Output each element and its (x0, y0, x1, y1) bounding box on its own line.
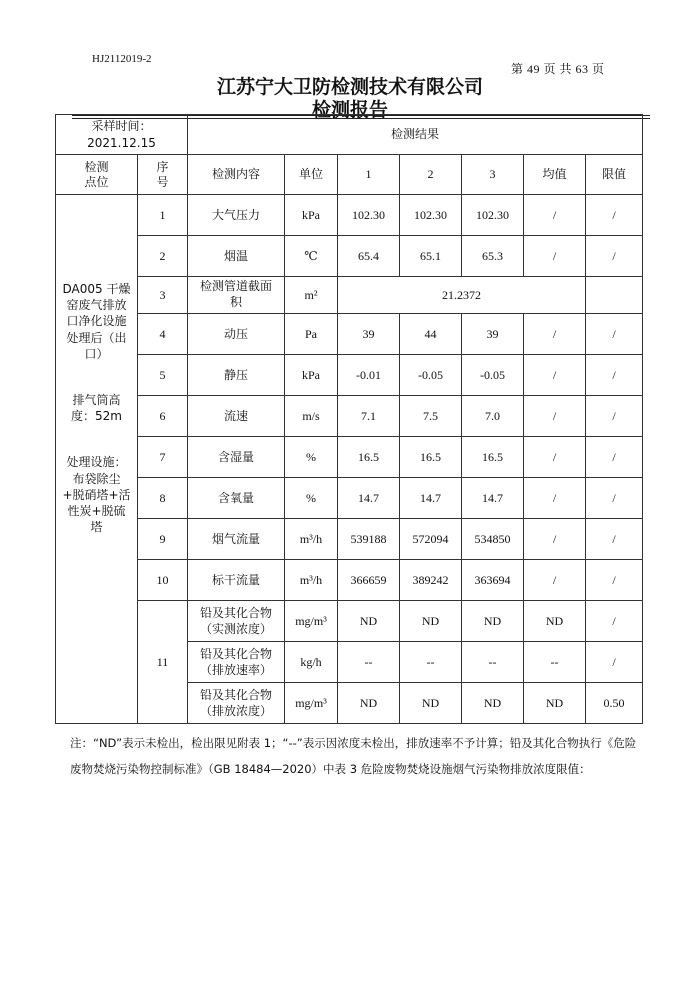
col-header-1: 1 (338, 155, 400, 195)
row-item: 含氧量 (188, 478, 285, 519)
row-item: 标干流量 (188, 560, 285, 601)
row-item: 含湿量 (188, 437, 285, 478)
row-v3: 65.3 (462, 236, 524, 277)
row-limit: / (586, 437, 643, 478)
row-limit: / (586, 601, 643, 642)
row-v3: ND (462, 683, 524, 724)
row-unit: kg/h (285, 642, 338, 683)
row-v2: -0.05 (400, 355, 462, 396)
table-row (56, 519, 643, 560)
row-item: 静压 (188, 355, 285, 396)
row-item-line: 铅及其化合物 (199, 605, 272, 620)
row-no: 6 (138, 396, 188, 437)
point-name: DA005 干燥窑废气排放口净化设施处理后（出口） (62, 282, 131, 361)
row-limit (586, 277, 643, 314)
row-v3: 534850 (462, 519, 524, 560)
row-v2: -- (400, 642, 462, 683)
row-v2: 572094 (400, 519, 462, 560)
row-v1: -0.01 (338, 355, 400, 396)
header-row-1 (56, 115, 643, 155)
row-v3: ND (462, 601, 524, 642)
row-unit: ℃ (285, 236, 338, 277)
row-item (188, 601, 285, 642)
row-v3: 16.5 (462, 437, 524, 478)
row-item-line: （排放浓度） (199, 704, 272, 718)
col-header-item: 检测内容 (188, 155, 285, 195)
col-no-text: 序号 (156, 159, 169, 189)
row-unit: kPa (285, 195, 338, 236)
row-item: 流速 (188, 396, 285, 437)
row-unit: % (285, 437, 338, 478)
table-row (56, 601, 643, 642)
row-v2: 7.5 (400, 396, 462, 437)
row-avg: -- (524, 642, 586, 683)
row-v1: 102.30 (338, 195, 400, 236)
row-v3: 7.0 (462, 396, 524, 437)
row-unit: % (285, 478, 338, 519)
row-limit: / (586, 195, 643, 236)
row-merged-value: 21.2372 (338, 277, 586, 314)
row-v1: 16.5 (338, 437, 400, 478)
row-v1: 39 (338, 314, 400, 355)
row-avg: / (524, 519, 586, 560)
row-item: 烟温 (188, 236, 285, 277)
row-no: 2 (138, 236, 188, 277)
row-v2: 102.30 (400, 195, 462, 236)
row-item (188, 683, 285, 724)
col-header-limit: 限值 (586, 155, 643, 195)
table-row (56, 195, 643, 236)
row-item (188, 277, 285, 314)
row-no: 1 (138, 195, 188, 236)
results-label: 检测结果 (188, 115, 643, 155)
table-row (56, 396, 643, 437)
row-unit: mg/m³ (285, 601, 338, 642)
row-avg: / (524, 355, 586, 396)
row-limit: / (586, 236, 643, 277)
row-item-line: （实测浓度） (199, 622, 272, 636)
row-v1: 366659 (338, 560, 400, 601)
row-item (188, 642, 285, 683)
row-v2: 389242 (400, 560, 462, 601)
col-header-unit: 单位 (285, 155, 338, 195)
sample-time-label: 采样时间： (91, 119, 152, 134)
sample-date: 2021.12.15 (87, 135, 156, 150)
page-number: 第 49 页 共 63 页 (511, 62, 605, 76)
row-v1: ND (338, 683, 400, 724)
row-no: 10 (138, 560, 188, 601)
row-v3: 39 (462, 314, 524, 355)
row-item-text: 检测管道截面积 (199, 279, 272, 309)
row-limit: / (586, 314, 643, 355)
row-v2: 14.7 (400, 478, 462, 519)
row-v1: -- (338, 642, 400, 683)
report-title: 检测报告 (311, 99, 388, 121)
row-no: 8 (138, 478, 188, 519)
table-row (56, 560, 643, 601)
col-header-3: 3 (462, 155, 524, 195)
facility-desc: 处理设施：布袋除尘+脱硝塔+活性炭+脱硫塔 (62, 455, 131, 535)
row-no: 5 (138, 355, 188, 396)
col-point-text: 检测点位 (84, 159, 109, 189)
row-limit: / (586, 478, 643, 519)
row-avg: / (524, 437, 586, 478)
row-limit: / (586, 355, 643, 396)
row-v1: 539188 (338, 519, 400, 560)
col-header-avg: 均值 (524, 155, 586, 195)
row-no: 3 (138, 277, 188, 314)
row-unit: m² (285, 277, 338, 314)
row-v1: 14.7 (338, 478, 400, 519)
row-v3: -0.05 (462, 355, 524, 396)
row-avg: ND (524, 601, 586, 642)
company-name: 江苏宁大卫防检测技术有限公司 (216, 76, 483, 98)
row-limit: 0.50 (586, 683, 643, 724)
row-unit: m³/h (285, 560, 338, 601)
stack-height: 排气筒高度：52m (71, 392, 122, 424)
row-v2: ND (400, 601, 462, 642)
row-v2: 65.1 (400, 236, 462, 277)
row-v3: 14.7 (462, 478, 524, 519)
row-avg: / (524, 314, 586, 355)
results-table (55, 114, 643, 724)
row-item: 大气压力 (188, 195, 285, 236)
row-limit: / (586, 642, 643, 683)
row-limit: / (586, 396, 643, 437)
row-v1: 65.4 (338, 236, 400, 277)
row-item: 动压 (188, 314, 285, 355)
row-v2: 16.5 (400, 437, 462, 478)
row-item: 烟气流量 (188, 519, 285, 560)
row-v2: 44 (400, 314, 462, 355)
row-v3: 363694 (462, 560, 524, 601)
row-avg: / (524, 478, 586, 519)
table-row (56, 437, 643, 478)
row-avg: / (524, 396, 586, 437)
row-v1: 7.1 (338, 396, 400, 437)
row-unit: kPa (285, 355, 338, 396)
footnote: 注：“ND”表示未检出，检出限见附表 1；“--”表示因浓度未检出，排放速率不予计算；铅及其化合物执行《危险废物焚烧污染物控制标准》（GB 18484—2020）中表 3 危险废物焚烧设施烟气污染物排放浓度限值： (70, 736, 637, 776)
row-v2: ND (400, 683, 462, 724)
row-avg: / (524, 195, 586, 236)
sample-time-cell (56, 115, 188, 155)
row-limit: / (586, 560, 643, 601)
row-avg: / (524, 560, 586, 601)
row-item-line: 铅及其化合物 (199, 687, 272, 702)
row-item-line: 铅及其化合物 (199, 646, 272, 661)
table-row (56, 355, 643, 396)
row-item-line: （排放速率） (199, 663, 272, 677)
row-v3: 102.30 (462, 195, 524, 236)
point-description-cell (56, 195, 138, 724)
col-header-point (56, 155, 138, 195)
row-avg: ND (524, 683, 586, 724)
document-code: HJ2112019-2 (92, 53, 152, 65)
row-v1: ND (338, 601, 400, 642)
row-avg: / (524, 236, 586, 277)
table-row (56, 277, 643, 314)
table-row (56, 314, 643, 355)
col-header-no (138, 155, 188, 195)
header-row-2 (56, 155, 643, 195)
row-no: 4 (138, 314, 188, 355)
col-header-2: 2 (400, 155, 462, 195)
table-row (56, 478, 643, 519)
row-unit: m/s (285, 396, 338, 437)
row-no: 7 (138, 437, 188, 478)
row-limit: / (586, 519, 643, 560)
row-unit: m³/h (285, 519, 338, 560)
row-no: 9 (138, 519, 188, 560)
row-unit: Pa (285, 314, 338, 355)
row-v3: -- (462, 642, 524, 683)
row-unit: mg/m³ (285, 683, 338, 724)
table-row (56, 236, 643, 277)
row-no: 11 (138, 601, 188, 724)
